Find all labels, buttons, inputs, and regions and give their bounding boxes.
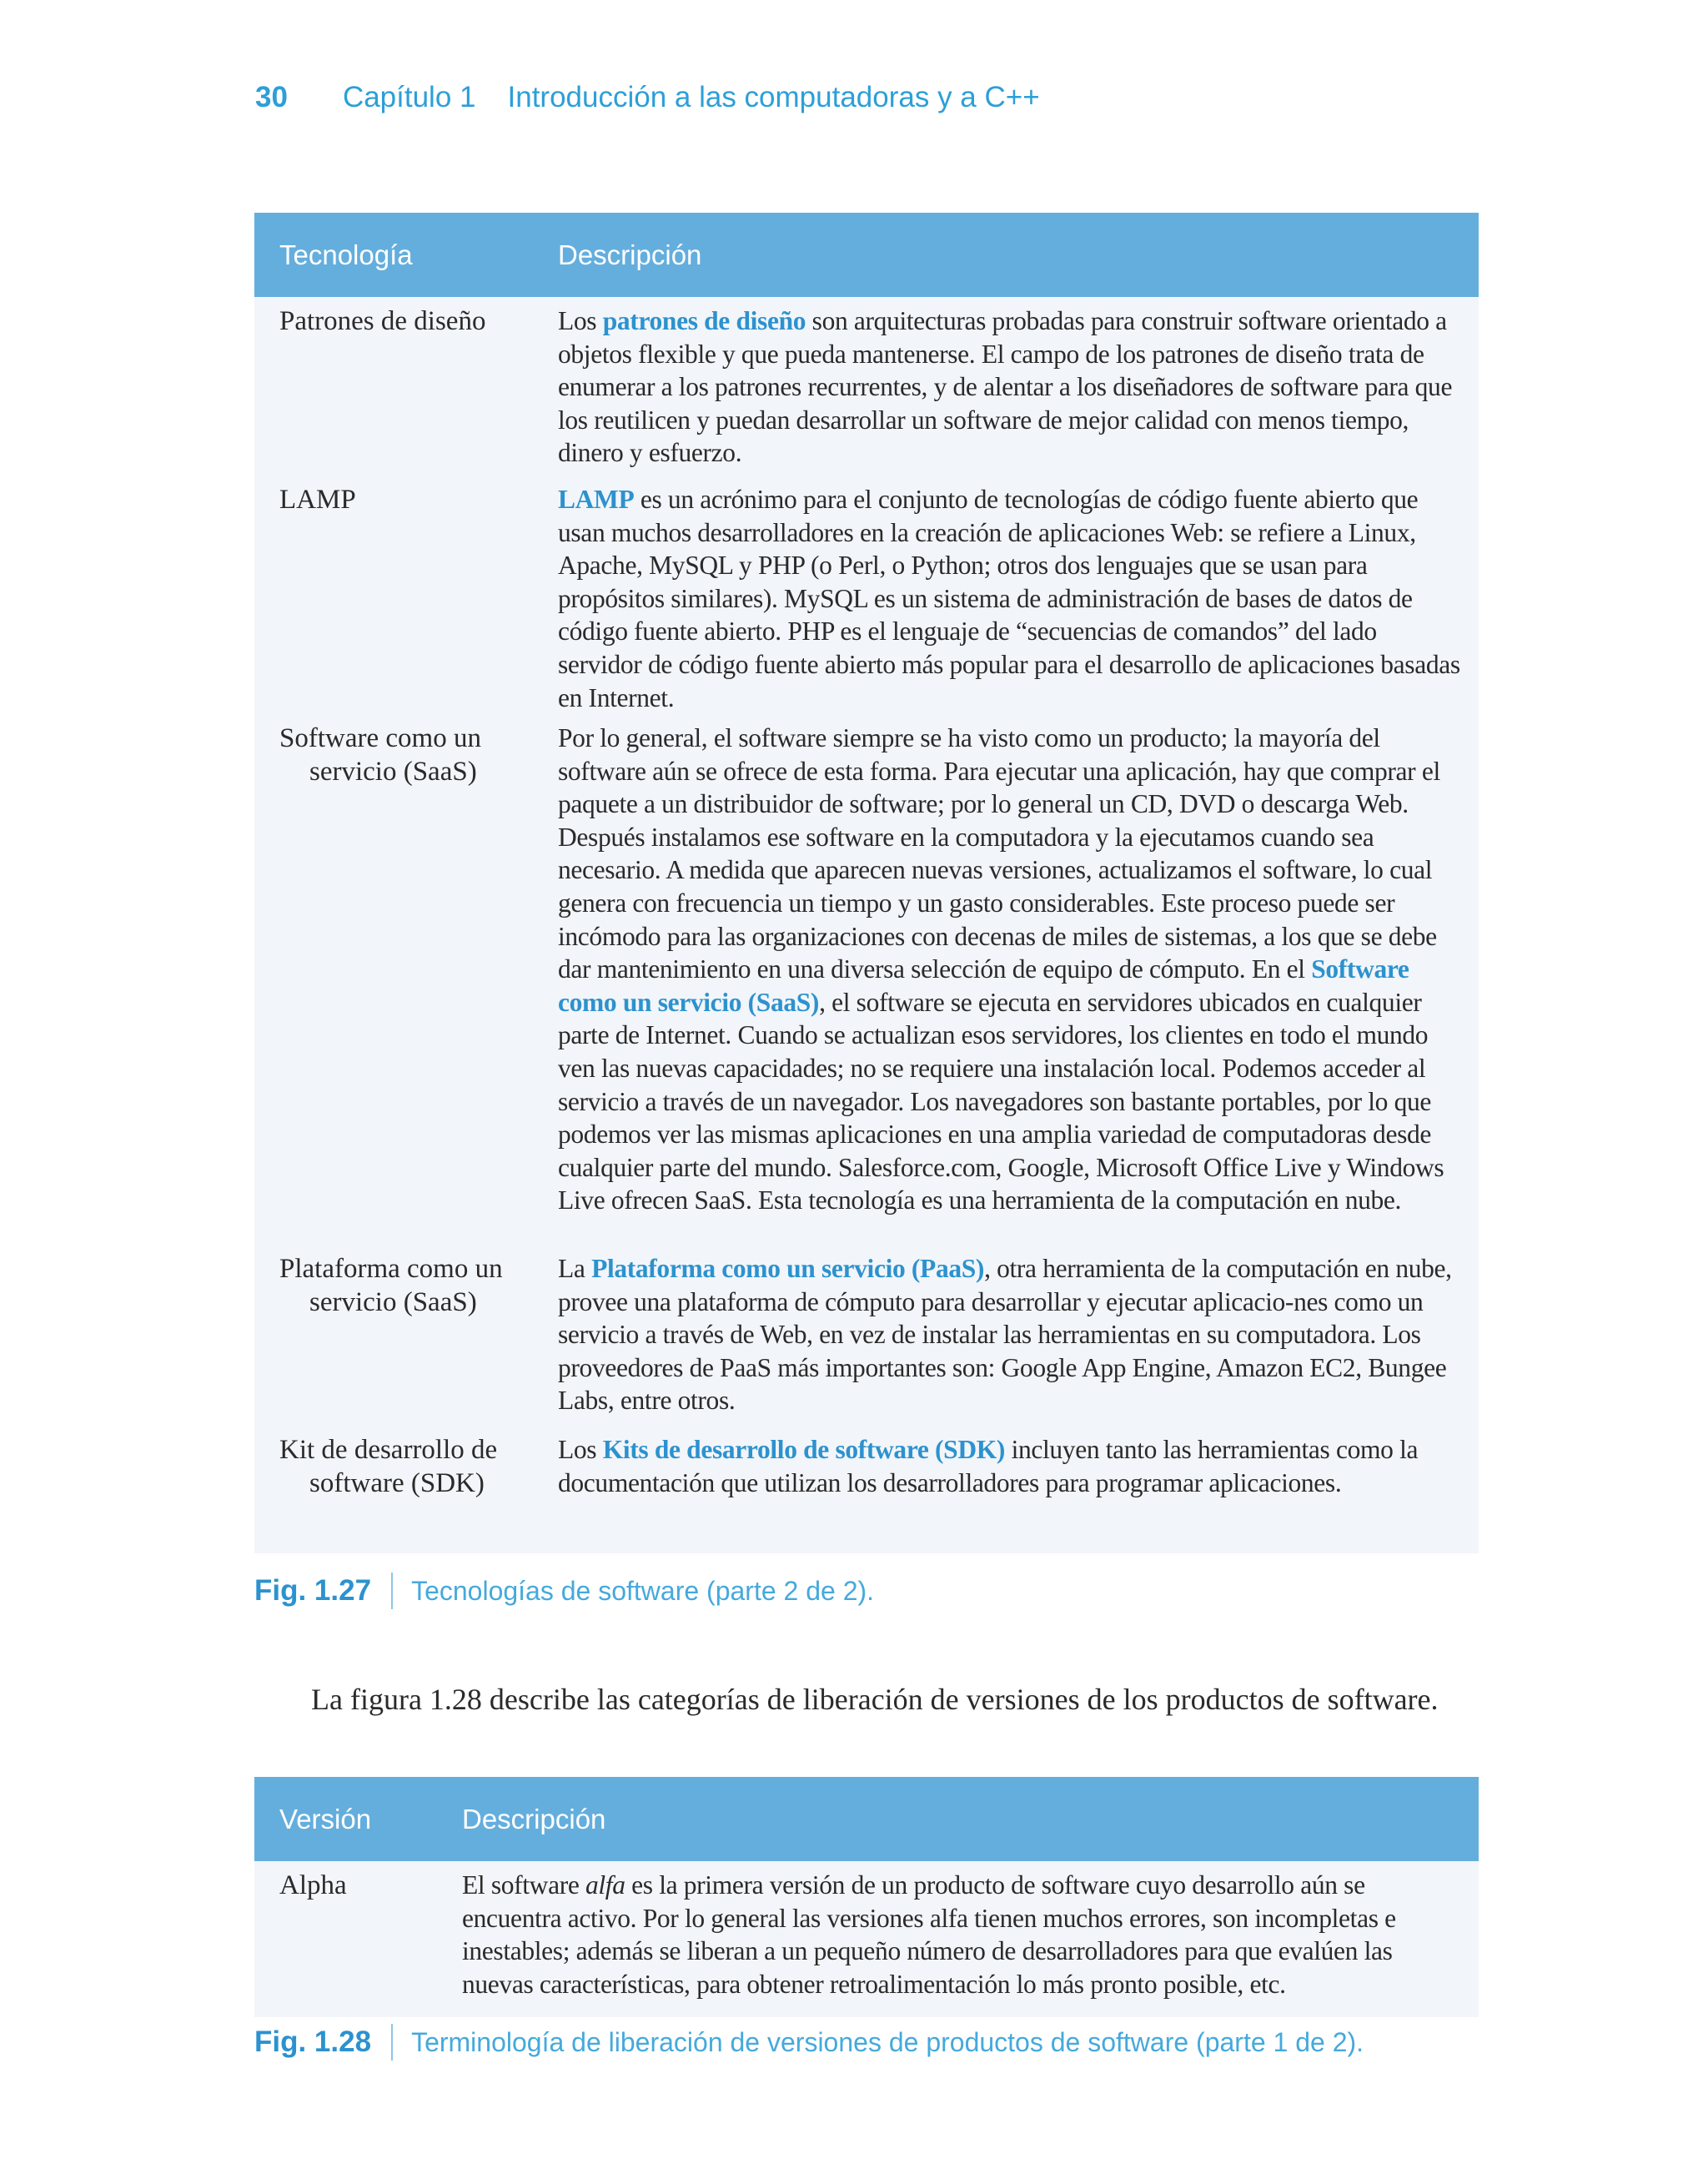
description-text: es un acrónimo para el conjunto de tecnologías de código fuente abierto que usan muchos desarrolladores en la creación de aplicaciones Web: se refiere a Linux, Apache, MySQL y PHP (o Perl, o Python; otros dos lenguajes que se usan para propósitos similares). MySQL es un sistema de administración de bases de datos de código fuente abierto. PHP es el lenguaje de “secuencias de comandos” del lado servidor de código fuente abierto más popular para el desarrollo de aplicaciones basadas en Internet. (558, 485, 1460, 712)
figure-caption-text: Terminología de liberación de versiones de productos de software (parte 1 de 2). (411, 2026, 1364, 2057)
description-text: Por lo general, el software siempre se ha visto como un producto; la mayoría del software aún se ofrece de esta forma. Para ejecutar una aplicación, hay que comprar el paquete a un distribuidor de software; por lo general un CD, DVD o descarga Web. Después instalamos ese software en la computadora y la ejecutamos cuando sea necesario. A medida que aparecen nuevas versiones, actualizamos el software, lo cual genera con frecuencia un tiempo y un gasto considerables. Este proceso puede ser incómodo para las organizaciones con decenas de miles de sistemas, a los que se debe dar mantenimiento en una diversa selección de equipo de cómputo. En el (558, 723, 1440, 984)
key-term: LAMP (558, 485, 635, 514)
column-header-technology: Tecnología (279, 239, 413, 270)
description-text: Los (558, 1435, 603, 1464)
running-header (255, 77, 1040, 118)
term-line: Kit de desarrollo de (279, 1435, 498, 1465)
figure-label: Fig. 1.27 (254, 1574, 372, 1607)
figure-caption-1-28 (254, 2021, 1364, 2063)
table-header (254, 1777, 1479, 1861)
row-description (558, 483, 1462, 714)
body-paragraph: La figura 1.28 describe las categorías de liberación de versiones de los productos de software. (311, 1683, 1439, 1716)
row-description (462, 1869, 1462, 2000)
technologies-table (254, 213, 1479, 1553)
emphasized-term: alfa (585, 1870, 625, 1900)
row-term (279, 722, 481, 788)
term-line: Patrones de diseño (279, 306, 486, 336)
row-term (279, 1252, 503, 1319)
figure-label: Fig. 1.28 (254, 2026, 372, 2058)
term-line: servicio (SaaS) (309, 757, 477, 787)
row-description (558, 1433, 1462, 1499)
row-description (558, 304, 1462, 470)
key-term: patrones de diseño (602, 306, 806, 335)
chapter-label: Capítulo 1 (342, 81, 476, 113)
row-term (279, 304, 485, 338)
caption-divider (391, 2024, 393, 2061)
description-text: es la primera versión de un producto de software cuyo desarrollo aún se encuentra activo. Por lo general las versiones alfa tienen muchos errores, son incompletas e inestables; además se liberan a un pequeño número de desarrolladores para que evalúen las nuevas características, para obtener retroalimentación lo más pronto posible, etc. (462, 1870, 1396, 1999)
page-number: 30 (255, 81, 288, 113)
term-line: software (SDK) (309, 1468, 485, 1498)
row-term (279, 1433, 497, 1500)
row-description (558, 722, 1462, 1217)
column-header-description: Descripción (462, 1804, 606, 1834)
description-text: Los (558, 306, 603, 335)
key-term: Kits de desarrollo de software (SDK) (602, 1435, 1006, 1464)
description-text: , otra herramienta de la computación en nube, provee una plataforma de cómputo para desarrollar y ejecutar aplicacio-nes como un servicio a través de Web, en vez de instalar las herramientas en su computadora. Los proveedores de PaaS más importantes son: Google App Engine, Amazon EC2, Bungee Labs, entre otros. (558, 1254, 1452, 1416)
column-header-description: Descripción (558, 239, 702, 270)
caption-divider (391, 1573, 393, 1609)
column-header-version: Versión (279, 1804, 372, 1834)
description-text: incluyen tanto las herramientas como la documentación que utilizan los desarrolladores para programar aplicaciones. (558, 1435, 1419, 1497)
row-description (558, 1252, 1462, 1417)
figure-caption-1-27 (254, 1570, 874, 1612)
description-text: La (558, 1254, 592, 1283)
row-term (279, 1869, 347, 1902)
term-line: Alpha (279, 1870, 347, 1900)
term-line: Plataforma como un (279, 1254, 503, 1284)
term-line: LAMP (279, 485, 356, 515)
term-line: Software como un (279, 723, 481, 753)
row-term (279, 483, 356, 516)
description-text: , el software se ejecuta en servidores ubicados en cualquier parte de Internet. Cuando se actualizan esos servidores, los clientes en todo el mundo ven las nuevas capacidades; no se requiere una instalación local. Podemos acceder al servicio a través de un navegador. Los navegadores son bastante portables, por lo que podemos ver las mismas aplicaciones en una amplia variedad de computadoras desde cualquier parte del mundo. Salesforce.com, Google, Microsoft Office Live y Windows Live ofrecen SaaS. Esta tecnología es una herramienta de la computación en nube. (558, 987, 1444, 1215)
versions-table (254, 1777, 1479, 2017)
chapter-title: Introducción a las computadoras y a C++ (507, 81, 1040, 113)
key-term: Plataforma como un servicio (PaaS) (591, 1254, 985, 1283)
description-text: El software (462, 1870, 585, 1900)
description-text: son arquitecturas probadas para construir software orientado a objetos flexible y que pueda mantenerse. El campo de los patrones de diseño trata de enumerar a los patrones recurrentes, y de alentar a los diseñadores de software para que los reutilicen y puedan desarrollar un software de mejor calidad con menos tiempo, dinero y esfuerzo. (558, 306, 1453, 468)
table-header (254, 213, 1479, 297)
figure-caption-text: Tecnologías de software (parte 2 de 2). (411, 1575, 875, 1606)
key-term: Software como un servicio (SaaS) (558, 954, 1409, 1017)
term-line: servicio (SaaS) (309, 1287, 477, 1317)
